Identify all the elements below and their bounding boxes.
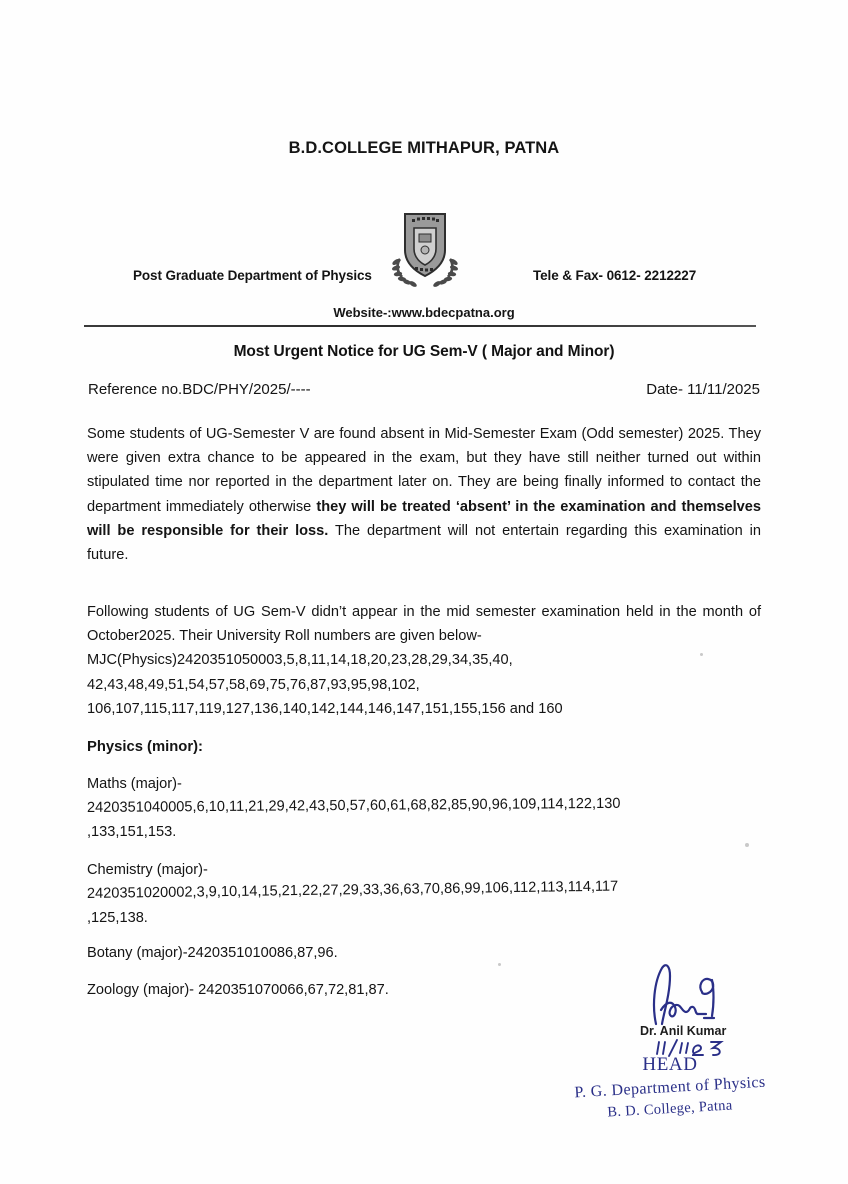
maths-label: Maths (major)- — [87, 776, 182, 792]
subject-block-maths — [87, 772, 761, 845]
scan-speck — [498, 963, 501, 966]
notice-paragraph-1 — [87, 422, 761, 567]
tele-fax: Tele & Fax- 0612- 2212227 — [533, 268, 697, 283]
website-line: Website-:www.bdecpatna.org — [333, 305, 515, 320]
mjc-roll-line-3: 106,107,115,117,119,127,136,140,142,144,146,147,151,155,156 and 160 — [87, 700, 563, 717]
para1-part1: Some students of UG-Semester V are found absent in Mid-Semester Exam (Odd semester) 2025. They were given extra chance to be appeared in the exam, but they have still neither turned out within stipulated time nor reported in the department later on. They are being finally informed to contact the department immediately otherwise — [87, 426, 761, 515]
notice-title: Most Urgent Notice for UG Sem-V ( Major and Minor) — [233, 343, 615, 360]
signatory-department: P. G. Department of Physics — [574, 1073, 766, 1102]
para2-lead: Following students of UG Sem-V didn’t appear in the mid semester examination held in the month of October2025. Their University Roll numbers are given below- — [87, 604, 761, 645]
header-divider — [84, 325, 756, 327]
notice-date: Date- 11/11/2025 — [646, 381, 760, 398]
signatory-name: Dr. Anil Kumar — [640, 1024, 727, 1038]
reference-number: Reference no.BDC/PHY/2025/---- — [88, 381, 311, 398]
para1-part2: The department will not entertain regarding this examination in future. — [87, 522, 761, 564]
department-name: Post Graduate Department of Physics — [133, 268, 372, 283]
maths-roll-line-1: 2420351040005,6,10,11,21,29,42,43,50,57,60,61,68,82,85,90,96,109,114,122,130 — [86, 796, 621, 817]
signature-block — [520, 962, 820, 1127]
subject-line-botany: Botany (major)-2420351010086,87,96. — [87, 945, 338, 961]
subject-block-chemistry — [87, 858, 761, 931]
signatory-designation: HEAD — [642, 1054, 698, 1075]
chemistry-label: Chemistry (major)- — [87, 862, 208, 878]
department-contact-row — [0, 268, 848, 288]
mjc-roll-line-2: 42,43,48,49,51,54,57,58,69,75,76,87,93,95,98,102, — [87, 676, 420, 693]
handwritten-signature — [648, 962, 738, 1032]
notice-paragraph-2 — [87, 600, 761, 721]
maths-roll-line-2: ,133,151,153. — [87, 824, 177, 841]
chemistry-roll-line-2: ,125,138. — [87, 910, 148, 927]
reference-row — [88, 381, 760, 403]
mjc-roll-line-1: MJC(Physics)2420351050003,5,8,11,14,18,20,23,28,29,34,35,40, — [87, 652, 513, 669]
subject-line-zoology: Zoology (major)- 2420351070066,67,72,81,87. — [87, 982, 389, 998]
physics-minor-heading: Physics (minor): — [87, 739, 203, 755]
page-title: B.D.COLLEGE MITHAPUR, PATNA — [288, 139, 560, 157]
para1-bold-warning: they will be treated ‘absent’ in the examination and themselves will be responsible for their loss. — [87, 498, 761, 539]
scan-speck — [700, 653, 703, 656]
chemistry-roll-line-1: 2420351020002,3,9,10,14,15,21,22,27,29,33,36,63,70,86,99,106,112,113,114,117 — [86, 878, 619, 903]
scan-speck — [745, 843, 749, 847]
signatory-college: B. D. College, Patna — [607, 1097, 733, 1121]
